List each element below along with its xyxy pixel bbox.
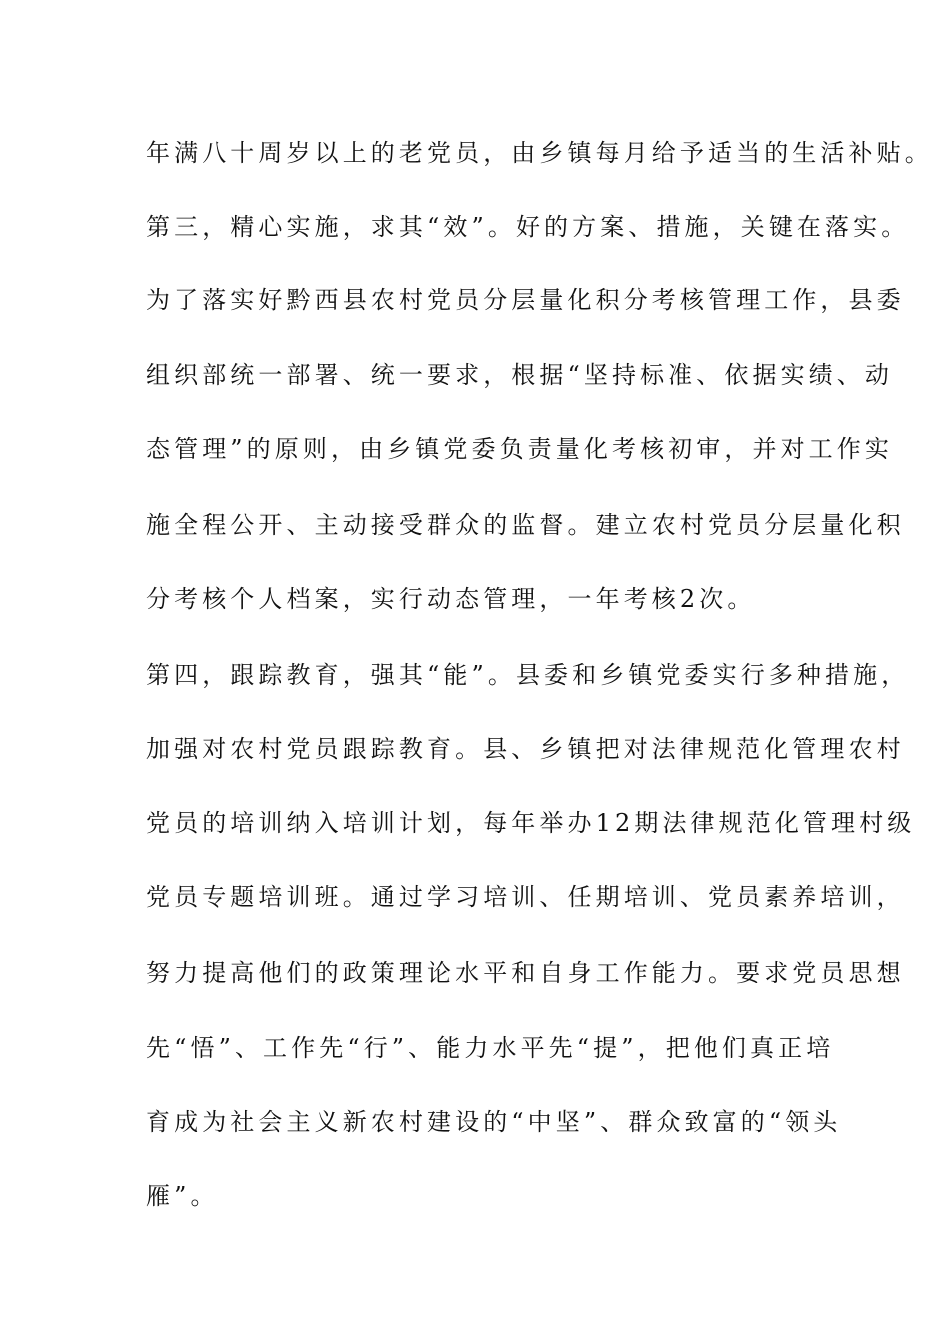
text-line-9: 加强对农村党员跟踪教育。县、乡镇把对法律规范化管理农村 [146, 735, 905, 763]
text-line-6: 施全程公开、主动接受群众的监督。建立农村党员分层量化积 [146, 511, 905, 539]
text-line-7: 分考核个人档案，实行动态管理，一年考核2次。 [146, 585, 756, 613]
text-line-5: 态管理”的原则，由乡镇党委负责量化考核初审，并对工作实 [146, 435, 893, 463]
text-line-13: 先“悟”、工作先“行”、能力水平先“提”，把他们真正培 [146, 1034, 835, 1062]
text-line-4: 组织部统一部署、统一要求，根据“坚持标准、依据实绩、动 [146, 361, 893, 389]
text-line-2: 第三，精心实施，求其“效”。好的方案、措施，关键在落实。 [146, 213, 910, 241]
text-line-8: 第四，跟踪教育，强其“能”。县委和乡镇党委实行多种措施， [146, 661, 910, 689]
text-line-3: 为了落实好黔西县农村党员分层量化积分考核管理工作，县委 [146, 286, 905, 314]
text-line-10: 党员的培训纳入培训计划，每年举办12期法律规范化管理村级 [146, 809, 916, 837]
text-line-12: 努力提高他们的政策理论水平和自身工作能力。要求党员思想 [146, 959, 905, 987]
text-line-1: 年满八十周岁以上的老党员，由乡镇每月给予适当的生活补贴。 [146, 139, 933, 167]
text-line-14: 育成为社会主义新农村建设的“中坚”、群众致富的“领头 [146, 1108, 842, 1136]
text-line-11: 党员专题培训班。通过学习培训、任期培训、党员素养培训， [146, 883, 905, 911]
text-line-15: 雁”。 [146, 1182, 219, 1210]
